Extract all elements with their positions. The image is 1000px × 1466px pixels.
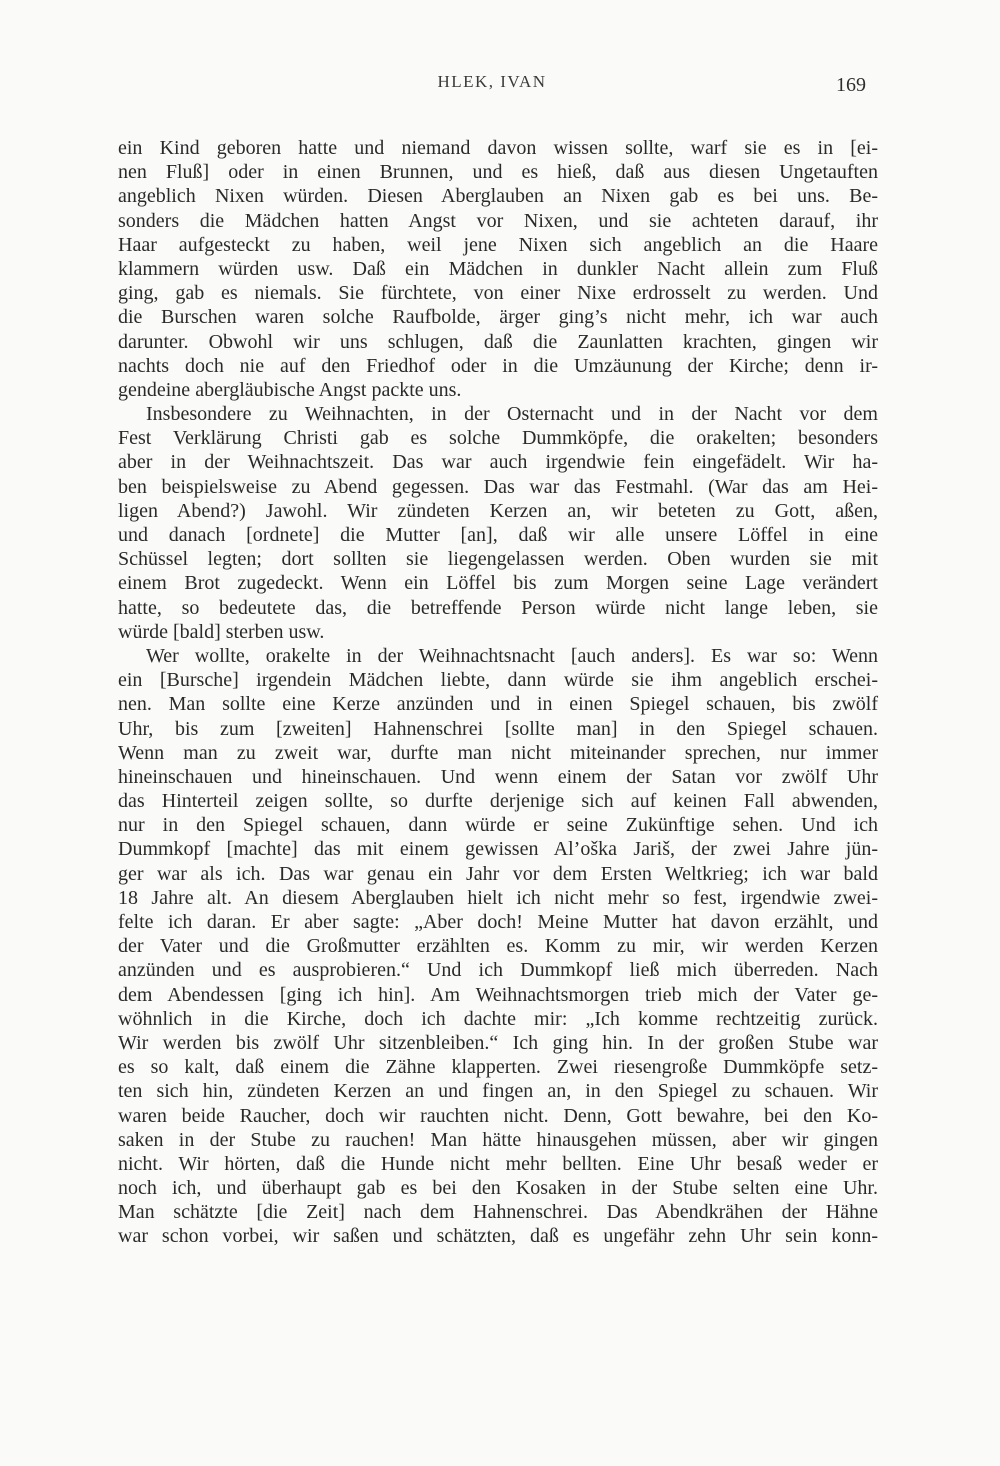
text-line: nur in den Spiegel schauen, dann würde er seine Zukünftige sehen. Und ich bbox=[118, 814, 878, 837]
text-line: ben beispielsweise zu Abend gegessen. Das war das Festmahl. (War das am Hei- bbox=[118, 475, 878, 498]
text-line: Wenn man zu zweit war, durfte man nicht miteinander sprechen, nur immer bbox=[118, 741, 878, 764]
text-line: Haar aufgesteckt zu haben, weil jene Nixen sich angeblich an die Haare bbox=[118, 233, 878, 256]
text-line: aber in der Weihnachtszeit. Das war auch irgendwie fein eingefädelt. Wir ha- bbox=[118, 451, 878, 474]
text-line: Dummkopf [machte] das mit einem gewissen Al’oška Jariš, der zwei Jahre jün- bbox=[118, 838, 878, 861]
running-head bbox=[118, 70, 866, 102]
text-line: saken in der Stube zu rauchen! Man hätte hinausgehen müssen, aber wir gingen bbox=[118, 1128, 878, 1151]
text-line: nachts doch nie auf den Friedhof oder in die Umzäunung der Kirche; denn ir- bbox=[118, 354, 878, 377]
text-line: war schon vorbei, wir saßen und schätzten, daß es ungefähr zehn Uhr sein konn- bbox=[118, 1225, 878, 1248]
page-number: 169 bbox=[836, 74, 866, 96]
text-line: es so kalt, daß einem die Zähne klapperten. Zwei riesengroße Dummköpfe setz- bbox=[118, 1056, 878, 1079]
text-line: und danach [ordnete] die Mutter [an], daß wir alle unsere Löffel in eine bbox=[118, 524, 878, 546]
text-line: hatte, so bedeutete das, die betreffende Person würde nicht lange leben, sie bbox=[118, 596, 878, 619]
text-line: nicht. Wir hörten, daß die Hunde nicht mehr bellten. Eine Uhr besaß weder er bbox=[118, 1152, 878, 1175]
text-line: klammern würden usw. Daß ein Mädchen in dunkler Nacht allein zum Fluß bbox=[118, 257, 878, 280]
text-line: Schüssel legten; dort sollten sie liegengelassen werden. Oben wurden sie mit bbox=[118, 548, 878, 571]
text-line: sonders die Mädchen hatten Angst vor Nixen, und sie achteten darauf, ihr bbox=[118, 209, 878, 232]
text-line: noch ich, und überhaupt gab es bei den Kosaken in der Stube selten eine Uhr. bbox=[118, 1177, 878, 1200]
text-line: einem Brot zugedeckt. Wenn ein Löffel bis zum Morgen seine Lage verändert bbox=[118, 572, 878, 595]
text-line: Wer wollte, orakelte in der Weihnachtsnacht [auch anders]. Es war so: Wenn bbox=[146, 644, 878, 667]
paragraph bbox=[118, 136, 878, 402]
paragraph bbox=[118, 644, 878, 1249]
paragraph bbox=[118, 402, 878, 644]
text-line: wöhnlich in die Kirche, doch ich dachte mir: „Ich komme rechtzeitig zurück. bbox=[118, 1007, 878, 1030]
text-line: das Hinterteil zeigen sollte, so durfte derjenige sich auf keinen Fall abwenden, bbox=[118, 790, 878, 813]
text-line: ligen Abend?) Jawohl. Wir zündeten Kerzen an, wir beteten zu Gott, aßen, bbox=[118, 499, 878, 522]
text-line: gendeine abergläubische Angst packte uns. bbox=[118, 378, 462, 401]
text-line: die Burschen waren solche Raufbolde, ärger ging’s nicht mehr, ich war auch bbox=[118, 306, 878, 329]
text-line: Uhr, bis zum [zweiten] Hahnenschrei [sollte man] in den Spiegel schauen. bbox=[118, 717, 878, 740]
text-line: dem Abendessen [ging ich hin]. Am Weihnachtsmorgen trieb mich der Vater ge- bbox=[118, 983, 878, 1006]
text-line: ein Kind geboren hatte und niemand davon wissen sollte, warf sie es in [ei- bbox=[118, 137, 878, 159]
text-line: anzünden und es ausprobieren.“ Und ich Dummkopf ließ mich überreden. Nach bbox=[118, 959, 878, 982]
text-line: waren beide Raucher, doch wir rauchten nicht. Denn, Gott bewahre, bei den Ko- bbox=[118, 1104, 878, 1127]
body-text bbox=[118, 136, 878, 1249]
text-line: Man schätzte [die Zeit] nach dem Hahnenschrei. Das Abendkrähen der Hähne bbox=[118, 1201, 878, 1224]
text-line: angeblich Nixen würden. Diesen Aberglauben an Nixen gab es bei uns. Be- bbox=[118, 185, 878, 208]
text-line: ging, gab es niemals. Sie fürchtete, von einer Nixe erdrosselt zu werden. Und bbox=[118, 282, 878, 305]
text-line: ger war als ich. Das war genau ein Jahr vor dem Ersten Weltkrieg; ich war bald bbox=[118, 862, 878, 885]
text-line: 18 Jahre alt. An diesem Aberglauben hielt ich nicht mehr so fest, irgendwie zwei- bbox=[118, 886, 878, 909]
text-line: ein [Bursche] irgendein Mädchen liebte, dann würde sie ihm angeblich erschei- bbox=[118, 669, 878, 692]
text-line: nen Fluß] oder in einen Brunnen, und es hieß, daß aus diesen Ungetauften bbox=[118, 161, 878, 184]
running-head-title: HLEK, IVAN bbox=[437, 72, 547, 91]
text-line: ten sich hin, zündeten Kerzen an und fingen an, in den Spiegel zu schauen. Wir bbox=[118, 1080, 878, 1103]
text-line: der Vater und die Großmutter erzählten es. Komm zu mir, wir werden Kerzen bbox=[118, 935, 878, 958]
text-line: Fest Verklärung Christi gab es solche Dummköpfe, die orakelten; besonders bbox=[118, 427, 878, 450]
text-line: darunter. Obwohl wir uns schlugen, daß die Zaunlatten krachten, gingen wir bbox=[118, 330, 878, 353]
text-line: hineinschauen und hineinschauen. Und wenn einem der Satan vor zwölf Uhr bbox=[118, 765, 878, 788]
text-line: nen. Man sollte eine Kerze anzünden und in einen Spiegel schauen, bis zwölf bbox=[118, 693, 878, 716]
text-line: Wir werden bis zwölf Uhr sitzenbleiben.“ Ich ging hin. In der großen Stube war bbox=[118, 1031, 878, 1054]
text-line: Insbesondere zu Weihnachten, in der Osternacht und in der Nacht vor dem bbox=[146, 403, 878, 426]
text-line: felte ich daran. Er aber sagte: „Aber doch! Meine Mutter hat davon erzählt, und bbox=[118, 911, 878, 933]
text-line: würde [bald] sterben usw. bbox=[118, 620, 325, 643]
